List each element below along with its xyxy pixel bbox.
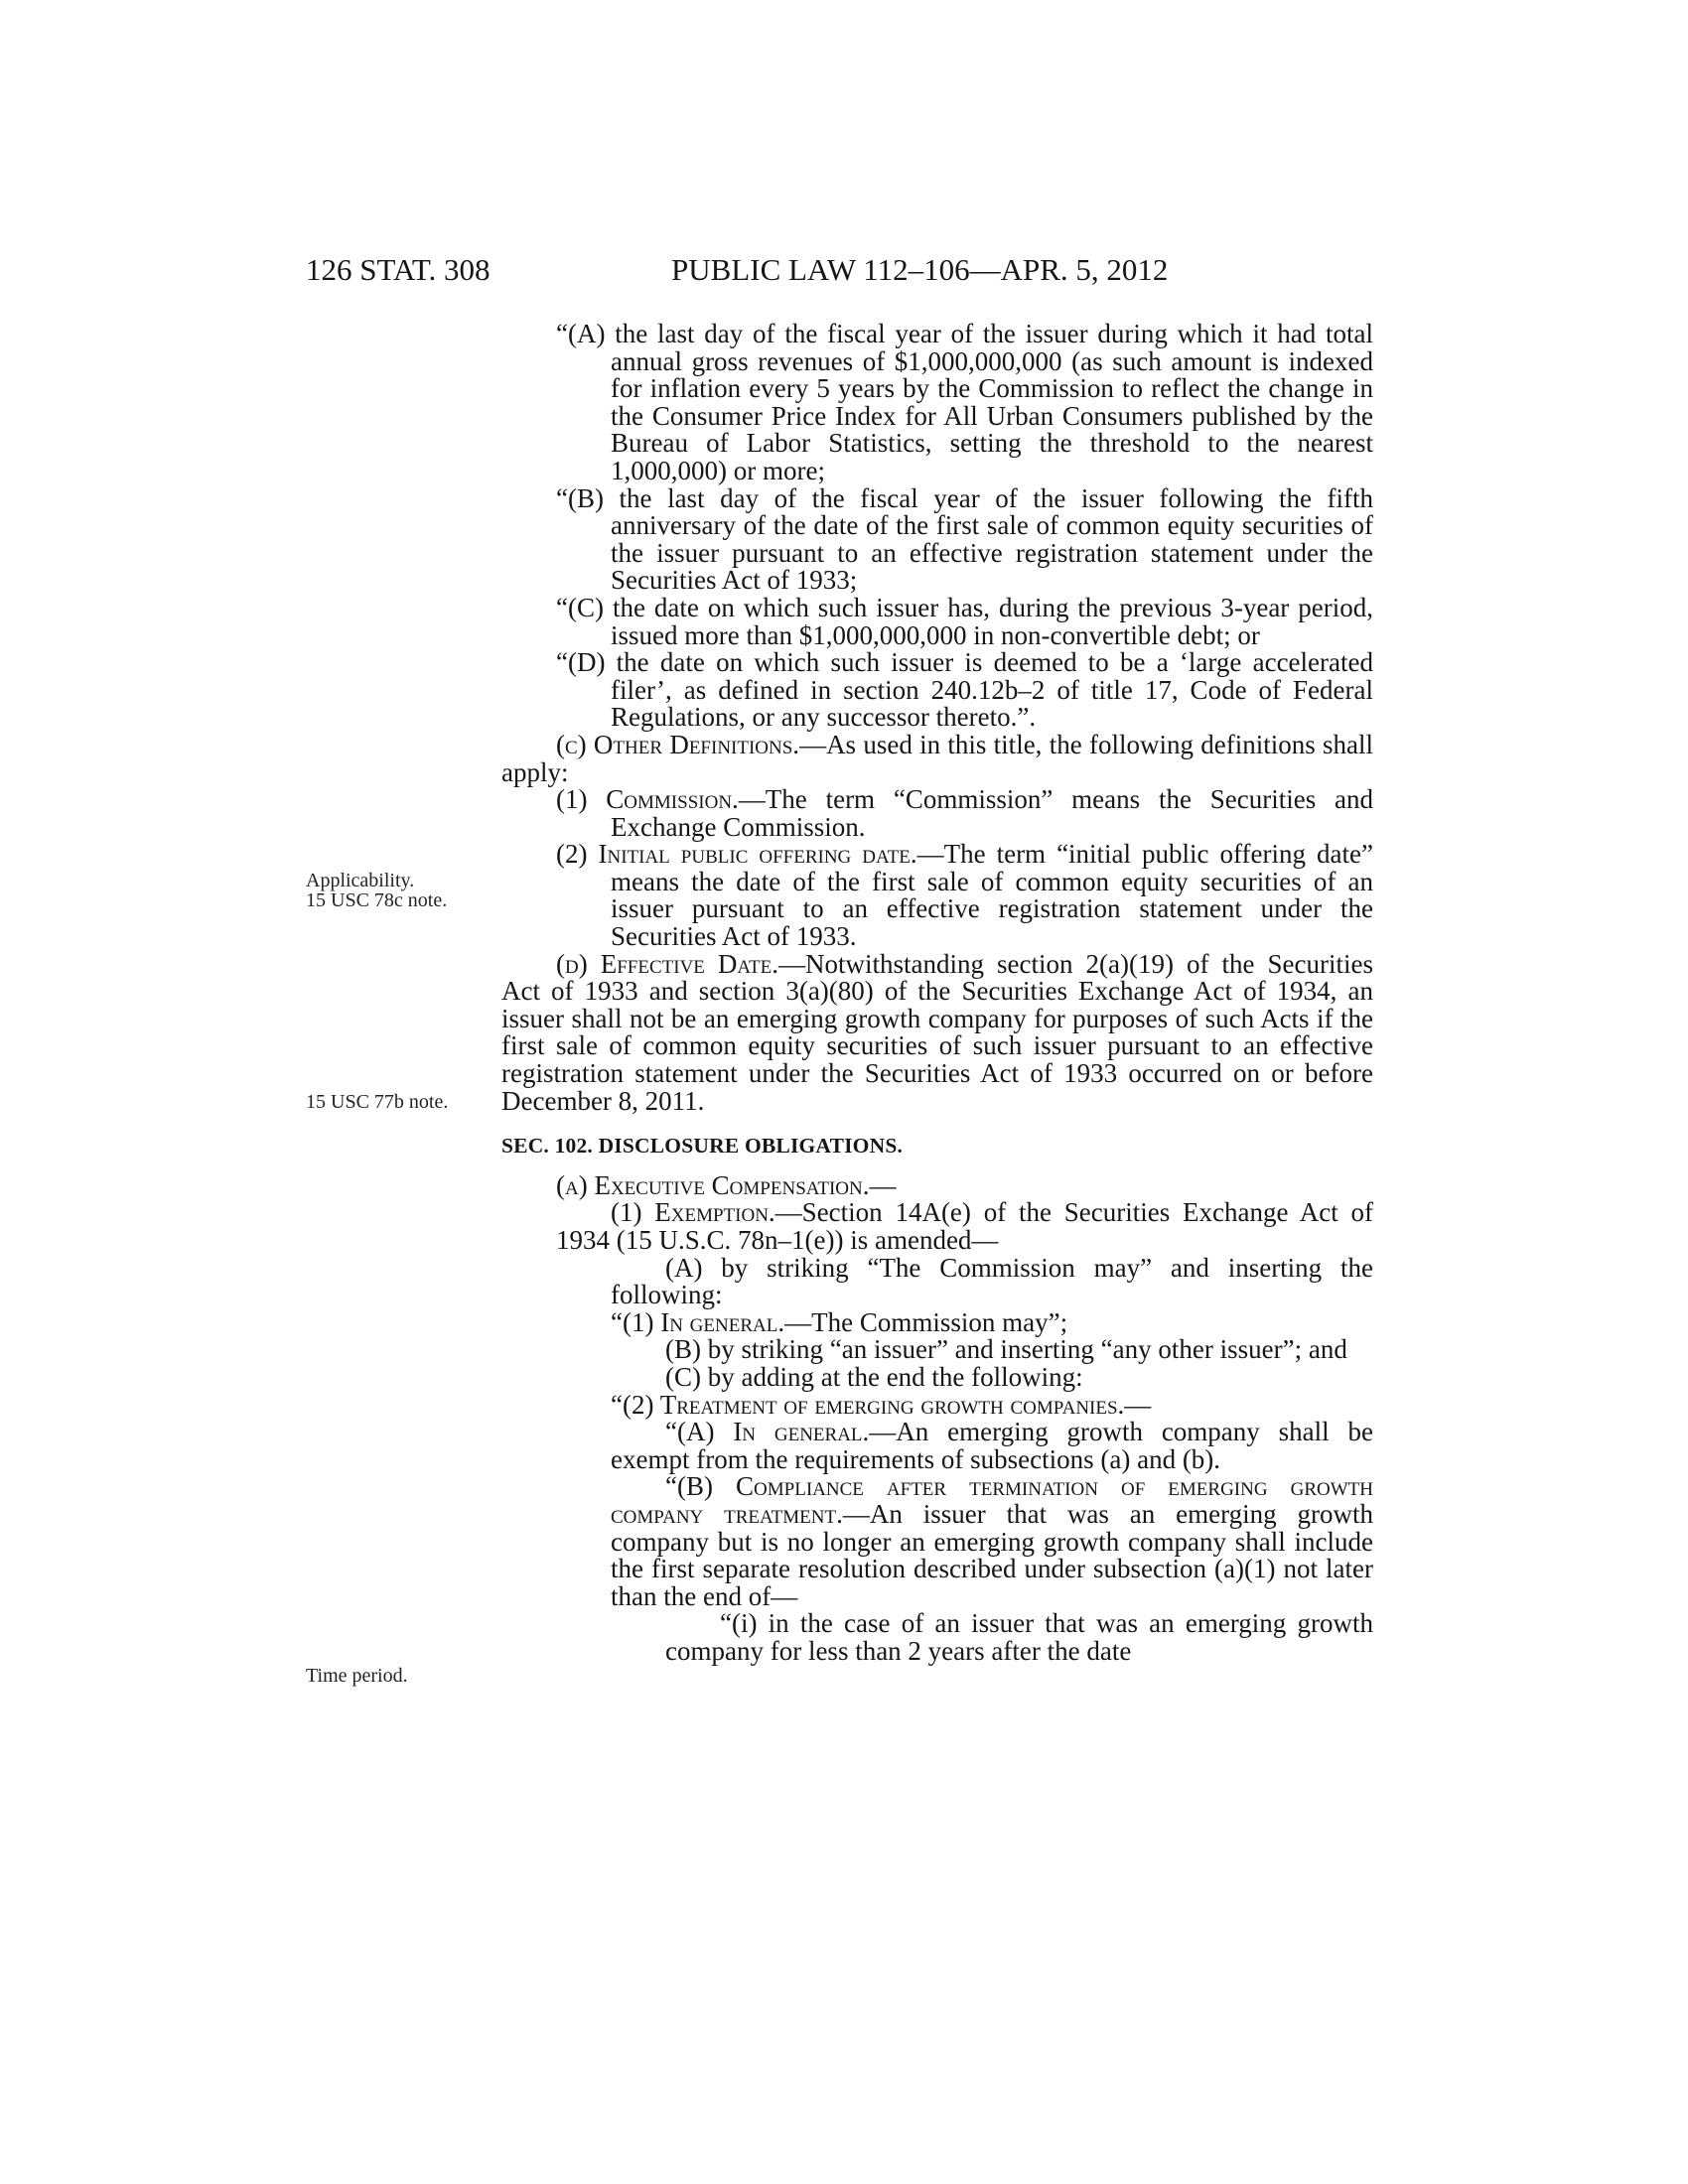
paragraph-d: “(D) the date on which such issuer is deemed to be a ‘large accelerated filer’, as defined in section 240.12b–2 of title 17, Code of Federal Regulations, or any successor thereto.”.	[556, 647, 1373, 733]
subsection-effective-date: (d) Effective Date.—Notwithstanding section 2(a)(19) of the Securities Act of 1933 and section 3(a)(80) of the Securities Exchange Act of 1934, an issuer shall not be an emerging growth company for purposes of such Acts if the first sale of common equity securities of such issuer pursuant to an effective registration statement under the Securities Act of 1933 occurred on or before December 8, 2011.	[501, 948, 1373, 1116]
definition-commission: (1) Commission.—The term “Commission” means the Securities and Exchange Commission.	[556, 784, 1373, 842]
amendment-c: (C) by adding at the end the following:	[665, 1361, 1083, 1392]
quoted-compliance-b: “(B) Compliance after termination of emerging growth company treatment.—An issuer that was an emerging growth company but is no longer an emerging growth company shall include the first separate resolution described under subsection (a)(1) not later than the end of—	[611, 1471, 1373, 1611]
paragraph-c: “(C) the date on which such issuer has, during the previous 3-year period, issued more than $1,000,000,000 in non-convertible debt; or	[556, 592, 1373, 650]
margin-note-usc-77b: 15 USC 77b note.	[306, 1091, 449, 1113]
running-title: PUBLIC LAW 112–106—APR. 5, 2012	[671, 252, 1169, 287]
statute-page-number: 126 STAT. 308	[306, 252, 491, 287]
paragraph-a: “(A) the last day of the fiscal year of the issuer during which it had total annual gross revenues of $1,000,000,000 (as such amount is indexed for inflation every 5 years by the Commission to reflect the change in the Consumer Price Index for All Urban Consumers published by the Bureau of Labor Statistics, setting the threshold to the nearest 1,000,000) or more;	[556, 319, 1373, 485]
definition-ipo-date: (2) Initial public offering date.—The term “initial public offering date” means the date of the first sale of common equity securities of an issuer pursuant to an effective registration statement under the Securities Act of 1933.	[556, 839, 1373, 952]
quoted-case-i: “(i) in the case of an issuer that was an emerging growth company for less than 2 years after the date	[665, 1608, 1373, 1666]
margin-note-time-period: Time period.	[306, 1665, 408, 1687]
amendment-a: (A) by striking “The Commission may” and inserting the following:	[611, 1252, 1373, 1310]
quoted-in-general: “(1) In general.—The Commission may”;	[611, 1306, 1068, 1337]
paragraph-b: “(B) the last day of the fiscal year of the issuer following the fifth anniversary of the date of the first sale of common equity securities of the issuer pursuant to an effective registration statement under the Securities Act of 1933;	[556, 482, 1373, 596]
amendment-b: (B) by striking “an issuer” and inserting “any other issuer”; and	[665, 1334, 1347, 1365]
quoted-treatment-heading: “(2) Treatment of emerging growth companies.—	[611, 1389, 1152, 1420]
margin-note-usc-78c: 15 USC 78c note.	[306, 889, 448, 911]
subsection-label: (c) Other Definitions.	[556, 729, 800, 759]
subsection-other-definitions: (c) Other Definitions.—As used in this title, the following definitions shall apply:	[501, 729, 1373, 787]
body-text	[501, 321, 1373, 1666]
margin-note-applicability: Applicability.	[306, 870, 415, 891]
page-header	[306, 250, 1373, 290]
paragraph-exemption: (1) Exemption.—Section 14A(e) of the Securities Exchange Act of 1934 (15 U.S.C. 78n–1(e)) is amended—	[556, 1197, 1373, 1255]
subsection-executive-compensation: (a) Executive Compensation.—	[556, 1169, 897, 1200]
quoted-in-general-a: “(A) In general.—An emerging growth company shall be exempt from the requirements of subsections (a) and (b).	[611, 1417, 1373, 1474]
section-heading: SEC. 102. DISCLOSURE OBLIGATIONS.	[501, 1134, 904, 1159]
